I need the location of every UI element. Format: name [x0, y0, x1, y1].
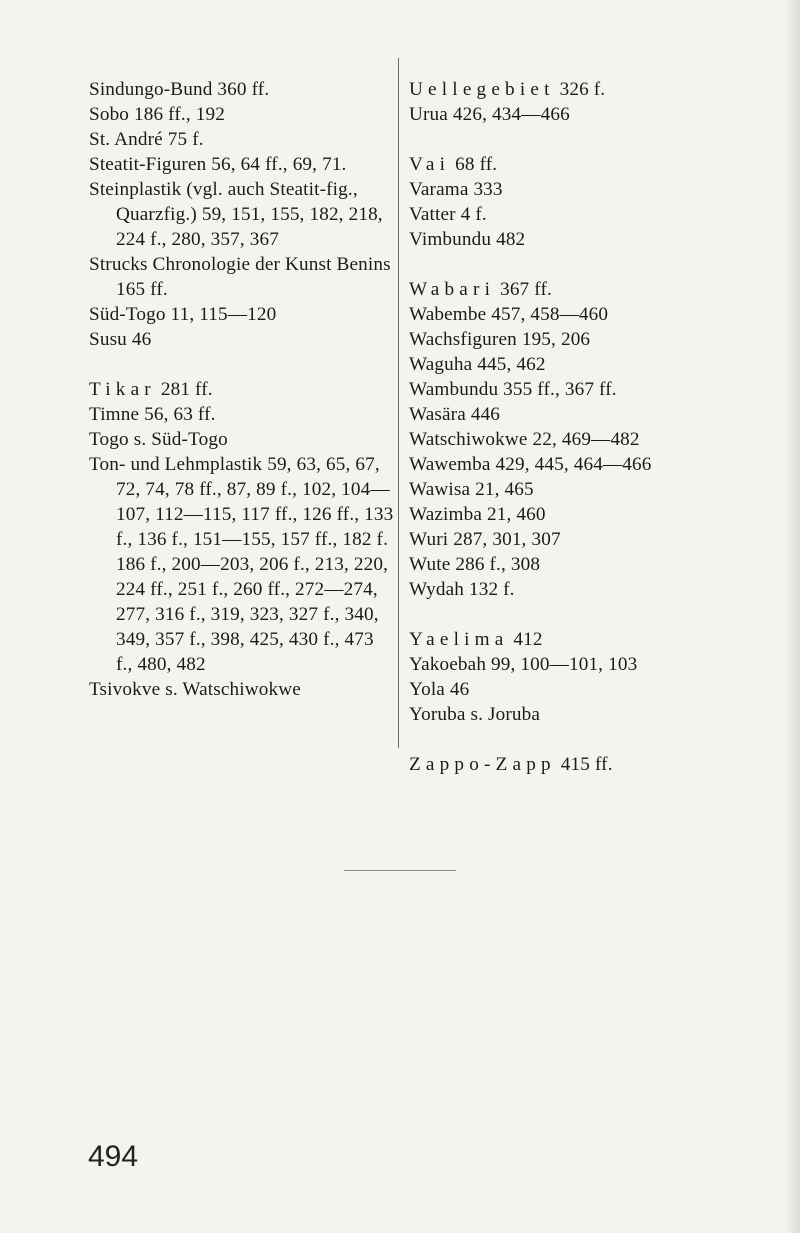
index-entry: Wabembe 457, 458—460 [409, 304, 609, 325]
index-entry: Sobo 186 ff., 192 [89, 104, 225, 125]
index-entry: Strucks Chronologie der Kunst Benins 165 ff. [89, 254, 391, 300]
index-entry: Yaelima 412 [409, 629, 543, 650]
page-edge-shadow [786, 0, 800, 1233]
index-entry: Watschiwokwe 22, 469—482 [409, 429, 640, 450]
index-entry: Wazimba 21, 460 [409, 504, 546, 525]
index-entry: Togo s. Süd-Togo [89, 429, 228, 450]
index-entry: Süd-Togo 11, 115—120 [89, 304, 277, 325]
section-gap [409, 252, 769, 277]
column-divider [398, 58, 399, 748]
right-index-column [409, 77, 769, 777]
index-entry: Wute 286 f., 308 [409, 554, 541, 575]
section-gap [409, 727, 769, 752]
section-gap [409, 602, 769, 627]
index-entry: Vimbundu 482 [409, 229, 526, 250]
spaced-lead-word: Yaelima [409, 629, 509, 650]
page-number: 494 [88, 1140, 139, 1173]
index-entry: Steatit-Figuren 56, 64 ff., 69, 71. [89, 154, 347, 175]
index-entry: Wawemba 429, 445, 464—466 [409, 454, 652, 475]
index-entry: St. André 75 f. [89, 129, 204, 150]
section-gap [89, 352, 394, 377]
section-gap [409, 127, 769, 152]
index-entry: Yakoebah 99, 100—101, 103 [409, 654, 638, 675]
index-entry: Steinplastik (vgl. auch Steatit-fig., Quarzfig.) 59, 151, 155, 182, 218, 224 f., 280, 357, 367 [89, 179, 383, 250]
index-entry: Waguha 445, 462 [409, 354, 546, 375]
index-entry: Yola 46 [409, 679, 470, 700]
index-entry: Tikar 281 ff. [89, 379, 213, 400]
index-entry: Wasära 446 [409, 404, 501, 425]
index-entry: Wabari 367 ff. [409, 279, 552, 300]
index-entry: Uellegebiet 326 f. [409, 79, 606, 100]
spaced-lead-word: Zappo-Zapp [409, 754, 556, 775]
spaced-lead-word: Uellegebiet [409, 79, 555, 100]
index-entry: Wydah 132 f. [409, 579, 515, 600]
index-entry: Vai 68 ff. [409, 154, 498, 175]
index-entry: Yoruba s. Joruba [409, 704, 541, 725]
index-entry: Wachsfiguren 195, 206 [409, 329, 591, 350]
spaced-lead-word: Wabari [409, 279, 496, 300]
index-entry: Wuri 287, 301, 307 [409, 529, 561, 550]
index-entry: Urua 426, 434—466 [409, 104, 570, 125]
index-entry: Vatter 4 f. [409, 204, 487, 225]
left-index-column [89, 77, 394, 702]
index-entry: Susu 46 [89, 329, 152, 350]
index-entry: Tsivokve s. Watschiwokwe [89, 679, 301, 700]
index-entry: Zappo-Zapp 415 ff. [409, 754, 613, 775]
index-entry: Timne 56, 63 ff. [89, 404, 216, 425]
index-entry: Wawisa 21, 465 [409, 479, 534, 500]
index-entry: Varama 333 [409, 179, 503, 200]
spaced-lead-word: Vai [409, 154, 451, 175]
spaced-lead-word: Tikar [89, 379, 156, 400]
index-entry: Ton- und Lehmplastik 59, 63, 65, 67, 72, 74, 78 ff., 87, 89 f., 102, 104—107, 112—115, 117 ff., 126 ff., 133 f., 136 f., 151—155, 157 ff., 182 f. 186 f., 200—203, 206 f., 213, 220, 224 ff., 251 f., 260 ff., 272—274, 277, 316 f., 319, 323, 327 f., 340, 349, 357 f., 398, 425, 430 f., 473 f., 480, 482 [89, 454, 394, 675]
index-entry: Wambundu 355 ff., 367 ff. [409, 379, 617, 400]
index-entry: Sindungo-Bund 360 ff. [89, 79, 270, 100]
footer-rule [344, 870, 456, 871]
